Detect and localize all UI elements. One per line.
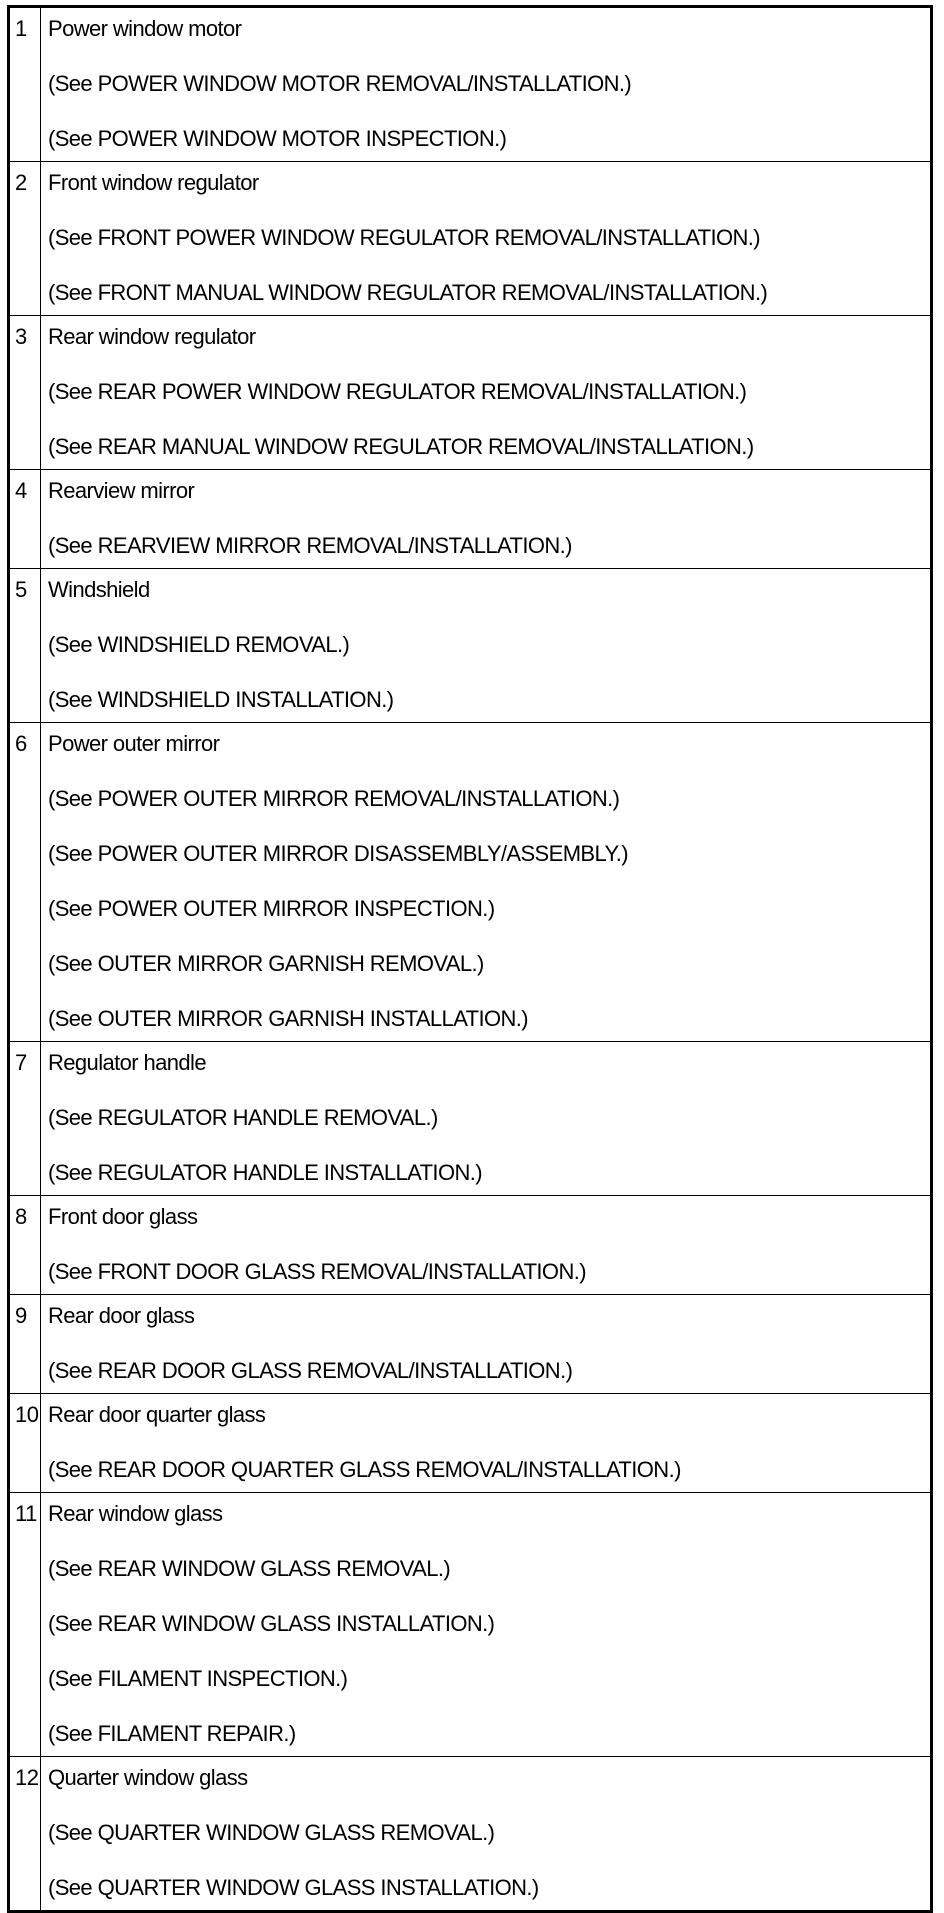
procedure-reference-link[interactable]: (See REAR WINDOW GLASS INSTALLATION.) [48,1611,495,1636]
table-body [9,7,932,1912]
table-row [9,1196,932,1295]
component-name: Rearview mirror [48,478,195,503]
item-number: 9 [9,1295,41,1394]
procedure-reference-link[interactable]: (See REAR DOOR QUARTER GLASS REMOVAL/INSTALLATION.) [48,1457,681,1482]
table-row [9,569,932,723]
procedure-reference-link[interactable]: (See REGULATOR HANDLE REMOVAL.) [48,1105,438,1130]
item-details [41,1295,932,1394]
component-name: Power window motor [48,16,242,41]
procedure-reference-link[interactable]: (See REAR MANUAL WINDOW REGULATOR REMOVAL/INSTALLATION.) [48,434,754,459]
procedure-reference-link[interactable]: (See REARVIEW MIRROR REMOVAL/INSTALLATION.) [48,533,572,558]
item-number: 2 [9,162,41,316]
component-name: Rear door glass [48,1303,195,1328]
component-name: Rear door quarter glass [48,1402,266,1427]
table-row [9,1493,932,1757]
procedure-reference-link[interactable]: (See POWER OUTER MIRROR INSPECTION.) [48,896,495,921]
item-details [41,7,932,162]
procedure-reference-link[interactable]: (See FILAMENT INSPECTION.) [48,1666,348,1691]
procedure-reference-link[interactable]: (See POWER OUTER MIRROR DISASSEMBLY/ASSEMBLY.) [48,841,628,866]
item-number: 4 [9,470,41,569]
procedure-reference-link[interactable]: (See POWER OUTER MIRROR REMOVAL/INSTALLATION.) [48,786,620,811]
procedure-reference-link[interactable]: (See FRONT DOOR GLASS REMOVAL/INSTALLATION.) [48,1259,586,1284]
procedure-reference-link[interactable]: (See REAR WINDOW GLASS REMOVAL.) [48,1556,451,1581]
procedure-reference-link[interactable]: (See REGULATOR HANDLE INSTALLATION.) [48,1160,482,1185]
item-number: 6 [9,723,41,1042]
item-details [41,723,932,1042]
item-number: 12 [9,1757,41,1912]
table-row [9,1757,932,1912]
component-name: Front door glass [48,1204,198,1229]
procedure-reference-link[interactable]: (See POWER WINDOW MOTOR REMOVAL/INSTALLATION.) [48,71,632,96]
table-row [9,470,932,569]
table-row [9,162,932,316]
component-name: Windshield [48,577,150,602]
item-details [41,1042,932,1196]
item-number: 5 [9,569,41,723]
item-number: 10 [9,1394,41,1493]
item-number: 1 [9,7,41,162]
procedure-reference-link[interactable]: (See WINDSHIELD INSTALLATION.) [48,687,394,712]
table-row [9,723,932,1042]
item-details [41,470,932,569]
component-name: Front window regulator [48,170,259,195]
item-details [41,162,932,316]
table-row [9,1042,932,1196]
item-details [41,316,932,470]
procedure-reference-link[interactable]: (See QUARTER WINDOW GLASS REMOVAL.) [48,1820,495,1845]
component-name: Rear window glass [48,1501,223,1526]
table-row [9,7,932,162]
item-details [41,569,932,723]
item-details [41,1196,932,1295]
item-details [41,1757,932,1912]
procedure-reference-link[interactable]: (See FRONT MANUAL WINDOW REGULATOR REMOVAL/INSTALLATION.) [48,280,768,305]
procedure-reference-link[interactable]: (See REAR POWER WINDOW REGULATOR REMOVAL/INSTALLATION.) [48,379,747,404]
table-row [9,1394,932,1493]
procedure-reference-link[interactable]: (See POWER WINDOW MOTOR INSPECTION.) [48,126,507,151]
component-name: Rear window regulator [48,324,256,349]
procedure-reference-link[interactable]: (See FILAMENT REPAIR.) [48,1721,296,1746]
reference-table-container [7,5,933,1913]
table-row [9,316,932,470]
item-number: 8 [9,1196,41,1295]
component-reference-table [7,5,933,1913]
procedure-reference-link[interactable]: (See OUTER MIRROR GARNISH REMOVAL.) [48,951,484,976]
item-number: 7 [9,1042,41,1196]
procedure-reference-link[interactable]: (See QUARTER WINDOW GLASS INSTALLATION.) [48,1875,539,1900]
component-name: Quarter window glass [48,1765,248,1790]
procedure-reference-link[interactable]: (See WINDSHIELD REMOVAL.) [48,632,350,657]
item-details [41,1394,932,1493]
procedure-reference-link[interactable]: (See FRONT POWER WINDOW REGULATOR REMOVAL/INSTALLATION.) [48,225,761,250]
item-details [41,1493,932,1757]
procedure-reference-link[interactable]: (See OUTER MIRROR GARNISH INSTALLATION.) [48,1006,529,1031]
component-name: Regulator handle [48,1050,206,1075]
component-name: Power outer mirror [48,731,220,756]
item-number: 3 [9,316,41,470]
table-row [9,1295,932,1394]
item-number: 11 [9,1493,41,1757]
procedure-reference-link[interactable]: (See REAR DOOR GLASS REMOVAL/INSTALLATION.) [48,1358,573,1383]
